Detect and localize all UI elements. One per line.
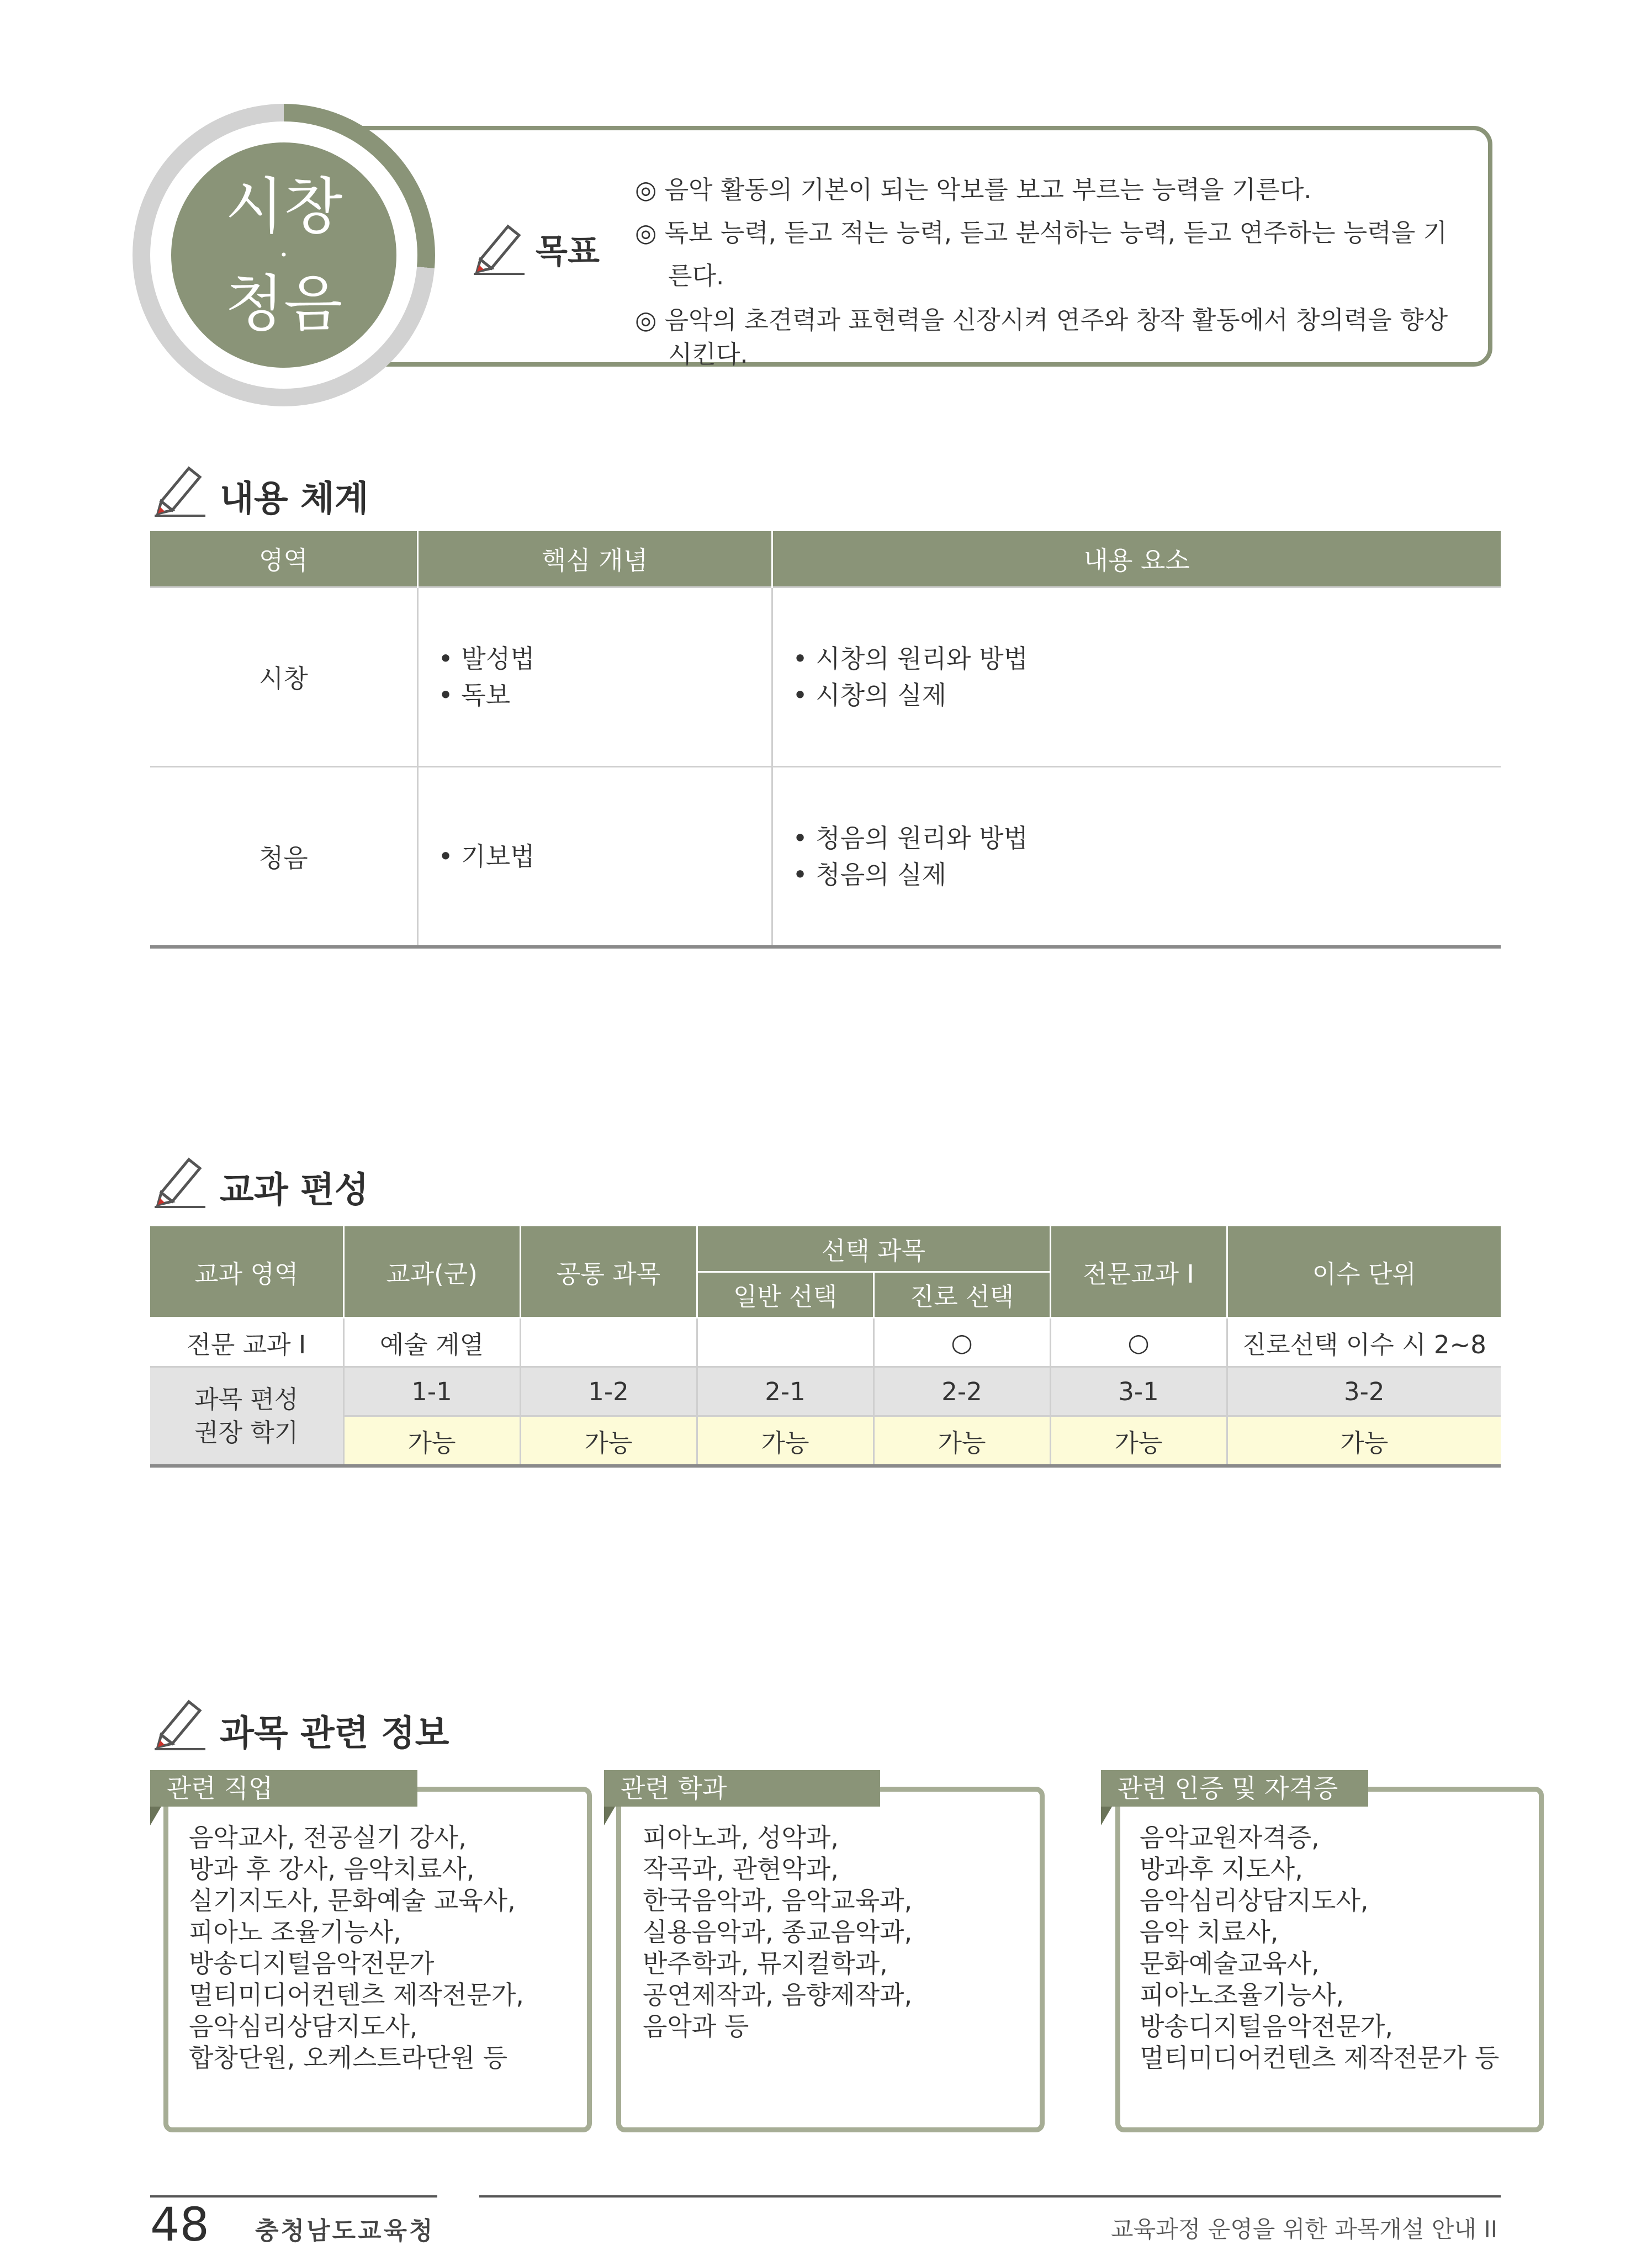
guide-title: 교육과정 운영을 위한 과목개설 안내 II <box>1111 2216 1498 2243</box>
element-cell <box>772 767 1501 947</box>
subject-line2: 청음 <box>225 268 343 339</box>
availability-cell: 가능 <box>520 1416 697 1466</box>
availability-cell: 가능 <box>1227 1416 1501 1466</box>
list-item: 피아노과, 성악과, <box>643 1823 839 1852</box>
table-cell: 진로선택 이수 시 2~8 <box>1227 1318 1501 1367</box>
list-item: 실기지도사, 문화예술 교육사, <box>189 1886 516 1915</box>
pencil-icon <box>150 458 211 519</box>
subject-line1: 시창 <box>225 171 343 242</box>
related-depts-tab: 관련 학과 <box>604 1770 880 1807</box>
element-item: • 시창의 실제 <box>792 680 947 710</box>
header-elective-course: 선택 과목 <box>697 1226 1050 1272</box>
related-certs-list <box>1140 1822 1499 2074</box>
table-row <box>150 1367 1501 1416</box>
list-item: 작곡과, 관현악과, <box>643 1854 839 1884</box>
goal-item <box>635 298 1458 372</box>
list-item: 한국음악과, 음악교육과, <box>643 1886 913 1915</box>
header-general-elective: 일반 선택 <box>697 1272 873 1318</box>
related-info-title: 과목 관련 정보 <box>220 1713 449 1754</box>
header-content-elements: 내용 요소 <box>772 531 1501 587</box>
footer-rule-right <box>479 2195 1501 2198</box>
semester-label: 과목 편성 권장 학기 <box>150 1367 343 1466</box>
semester-cell: 3-2 <box>1227 1367 1501 1416</box>
table-row <box>150 1416 1501 1466</box>
header-subject-area: 교과 영역 <box>150 1226 343 1318</box>
table-cell: ○ <box>873 1318 1050 1367</box>
table-row <box>150 587 1501 767</box>
table-cell: ○ <box>1050 1318 1227 1367</box>
header-core-concept: 핵심 개념 <box>417 531 772 587</box>
table-row <box>150 767 1501 947</box>
organization-table <box>150 1225 1501 1468</box>
organization-title: 교과 편성 <box>220 1170 369 1211</box>
goal-label: 목표 <box>536 232 600 271</box>
subject-badge <box>171 142 396 368</box>
element-item: • 청음의 원리와 방법 <box>792 823 1028 853</box>
availability-cell: 가능 <box>343 1416 520 1466</box>
semester-cell: 3-1 <box>1050 1367 1227 1416</box>
list-item: 음악과 등 <box>643 2011 749 2041</box>
table-header-row <box>150 1226 1501 1272</box>
element-cell <box>772 587 1501 767</box>
list-item: 멀티미디어컨텐츠 제작전문가, <box>189 1980 524 2010</box>
list-item: 반주학과, 뮤지컬학과, <box>643 1948 888 1978</box>
table-cell: 전문 교과 I <box>150 1318 343 1367</box>
concept-item: • 독보 <box>438 680 511 710</box>
list-item: 방과후 지도사, <box>1140 1854 1303 1884</box>
related-certs-tab: 관련 인증 및 자격증 <box>1101 1770 1368 1807</box>
header-credit-units: 이수 단위 <box>1227 1226 1501 1318</box>
pencil-icon <box>150 1692 211 1752</box>
content-system-title: 내용 체계 <box>220 479 369 520</box>
publisher-name: 충청남도교육청 <box>255 2217 435 2245</box>
goal-item: ◎ 음악 활동의 기본이 되는 악보를 보고 부르는 능력을 기른다. <box>635 175 1312 204</box>
header-career-elective: 진로 선택 <box>873 1272 1050 1318</box>
header-subject-group: 교과(군) <box>343 1226 520 1318</box>
header-area: 영역 <box>150 531 417 587</box>
list-item: 공연제작과, 음향제작과, <box>643 1980 913 2010</box>
list-item: 음악심리상담지도사, <box>1140 1886 1369 1915</box>
list-item: 실용음악과, 종교음악과, <box>643 1917 913 1947</box>
list-item: 음악 치료사, <box>1140 1917 1279 1947</box>
content-system-table <box>150 531 1501 949</box>
goal-item: ◎ 독보 능력, 듣고 적는 능력, 듣고 분석하는 능력, 듣고 연주하는 능력을 기른다. <box>635 218 1447 290</box>
table-cell <box>697 1318 873 1367</box>
concept-cell <box>417 767 772 947</box>
list-item: 피아노조율기능사, <box>1140 1980 1344 2010</box>
availability-cell: 가능 <box>873 1416 1050 1466</box>
tab-tail <box>604 1807 615 1825</box>
area-cell: 시창 <box>150 587 417 767</box>
list-item: 방과 후 강사, 음악치료사, <box>189 1854 475 1884</box>
table-header-row <box>150 531 1501 587</box>
page-number: 48 <box>150 2198 209 2252</box>
concept-item: • 발성법 <box>438 644 535 674</box>
related-jobs-tab: 관련 직업 <box>150 1770 417 1807</box>
tab-tail <box>150 1807 161 1825</box>
semester-cell: 2-2 <box>873 1367 1050 1416</box>
subject-dot: · <box>279 237 289 272</box>
list-item: 음악교원자격증, <box>1140 1823 1320 1852</box>
concept-cell <box>417 587 772 767</box>
tab-tail <box>1101 1807 1112 1825</box>
semester-cell: 2-1 <box>697 1367 873 1416</box>
related-jobs-list <box>189 1822 524 2074</box>
concept-item: • 기보법 <box>438 841 535 871</box>
table-cell <box>520 1318 697 1367</box>
area-cell: 청음 <box>150 767 417 947</box>
header-common-course: 공통 과목 <box>520 1226 697 1318</box>
pencil-icon <box>150 1150 211 1210</box>
list-item: 음악교사, 전공실기 강사, <box>189 1823 467 1852</box>
related-depts-list <box>643 1822 912 2042</box>
list-item: 방송디지털음악전문가 <box>189 1948 435 1978</box>
list-item: 합창단원, 오케스트라단원 등 <box>189 2043 508 2073</box>
header-specialized: 전문교과 I <box>1050 1226 1227 1318</box>
element-item: • 청음의 실제 <box>792 860 947 889</box>
goal-list <box>635 168 1458 372</box>
list-item: 피아노 조율기능사, <box>189 1917 401 1947</box>
pencil-icon <box>469 216 530 277</box>
list-item: 멀티미디어컨텐츠 제작전문가 등 <box>1140 2043 1500 2073</box>
table-cell: 예술 계열 <box>343 1318 520 1367</box>
table-row <box>150 1318 1501 1367</box>
semester-cell: 1-1 <box>343 1367 520 1416</box>
list-item: 방송디지털음악전문가, <box>1140 2011 1393 2041</box>
list-item: 음악심리상담지도사, <box>189 2011 418 2041</box>
semester-cell: 1-2 <box>520 1367 697 1416</box>
element-item: • 시창의 원리와 방법 <box>792 644 1028 674</box>
availability-cell: 가능 <box>697 1416 873 1466</box>
availability-cell: 가능 <box>1050 1416 1227 1466</box>
list-item: 문화예술교육사, <box>1140 1948 1320 1978</box>
goal-item-text: ◎ 음악의 초견력과 표현력을 신장시켜 연주와 창작 활동에서 창의력을 향상 시킨다. <box>635 305 1448 369</box>
